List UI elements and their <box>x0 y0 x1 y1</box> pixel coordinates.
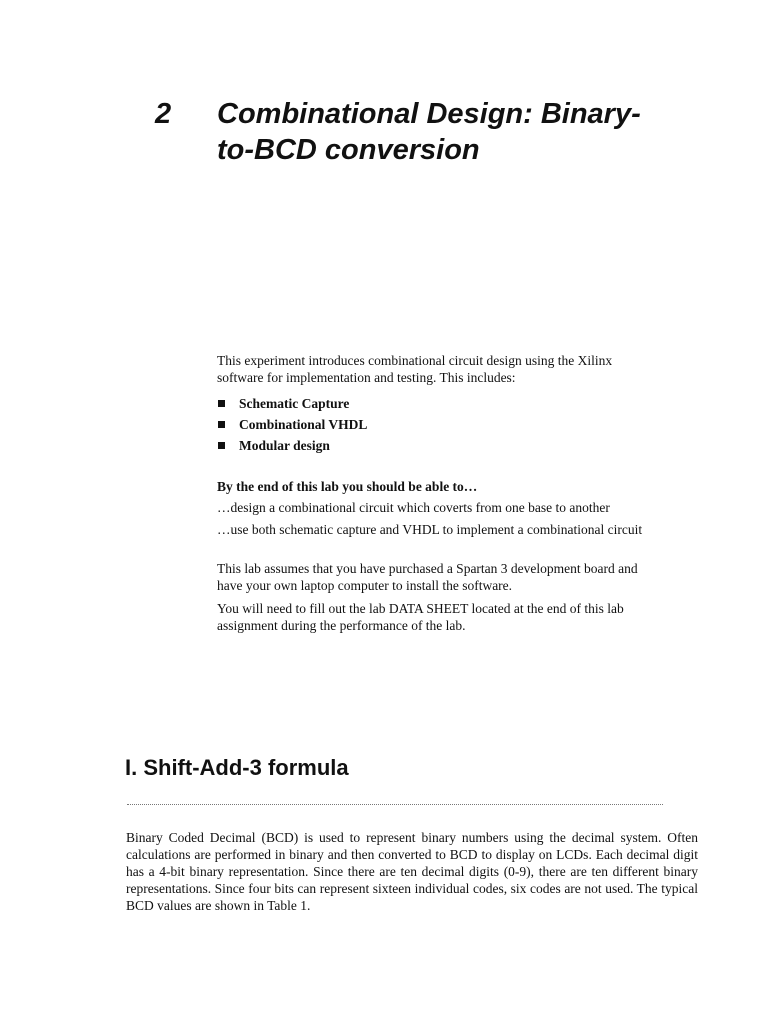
list-item-label: Schematic Capture <box>239 396 350 411</box>
square-bullet-icon <box>218 442 225 449</box>
dotted-divider <box>127 804 663 805</box>
list-item <box>217 437 657 458</box>
chapter-title <box>217 96 687 168</box>
datasheet-note: You will need to fill out the lab DATA SHEET located at the end of this lab assignment during the performance of the lab. <box>217 601 624 633</box>
list-item-label: Modular design <box>239 438 330 453</box>
square-bullet-icon <box>218 400 225 407</box>
objective-item: …use both schematic capture and VHDL to implement a combinational circuit <box>217 522 643 537</box>
square-bullet-icon <box>218 421 225 428</box>
intro-paragraph: This experiment introduces combinational circuit design using the Xilinx software for implementation and testing. This includes: <box>217 353 613 385</box>
list-item <box>217 416 657 437</box>
section-body-paragraph: Binary Coded Decimal (BCD) is used to represent binary numbers using the decimal system. Often calculations are performed in binary and then converted to BCD to display on LCDs. Each decimal digit has a 4-bit binary representation. Since there are ten decimal digits (0-9), there are ten different binary representations. Since four bits can represent sixteen individual codes, six codes are not used. The typical BCD values are shown in Table 1. <box>126 830 698 913</box>
list-item <box>217 395 657 416</box>
assumption-paragraph: This lab assumes that you have purchased a Spartan 3 development board and have your own laptop computer to install the software. <box>217 561 638 593</box>
topic-list <box>217 395 657 458</box>
objectives-heading: By the end of this lab you should be able to… <box>217 479 478 494</box>
objective-item: …design a combinational circuit which coverts from one base to another <box>217 500 610 515</box>
intro-block <box>217 352 657 634</box>
chapter-title-line-1: Combinational Design: Binary- <box>217 98 641 130</box>
section-heading: I. Shift-Add-3 formula <box>125 755 349 780</box>
chapter-number: 2 <box>155 98 172 130</box>
list-item-label: Combinational VHDL <box>239 417 368 432</box>
chapter-title-line-2: to-BCD conversion <box>217 134 480 166</box>
